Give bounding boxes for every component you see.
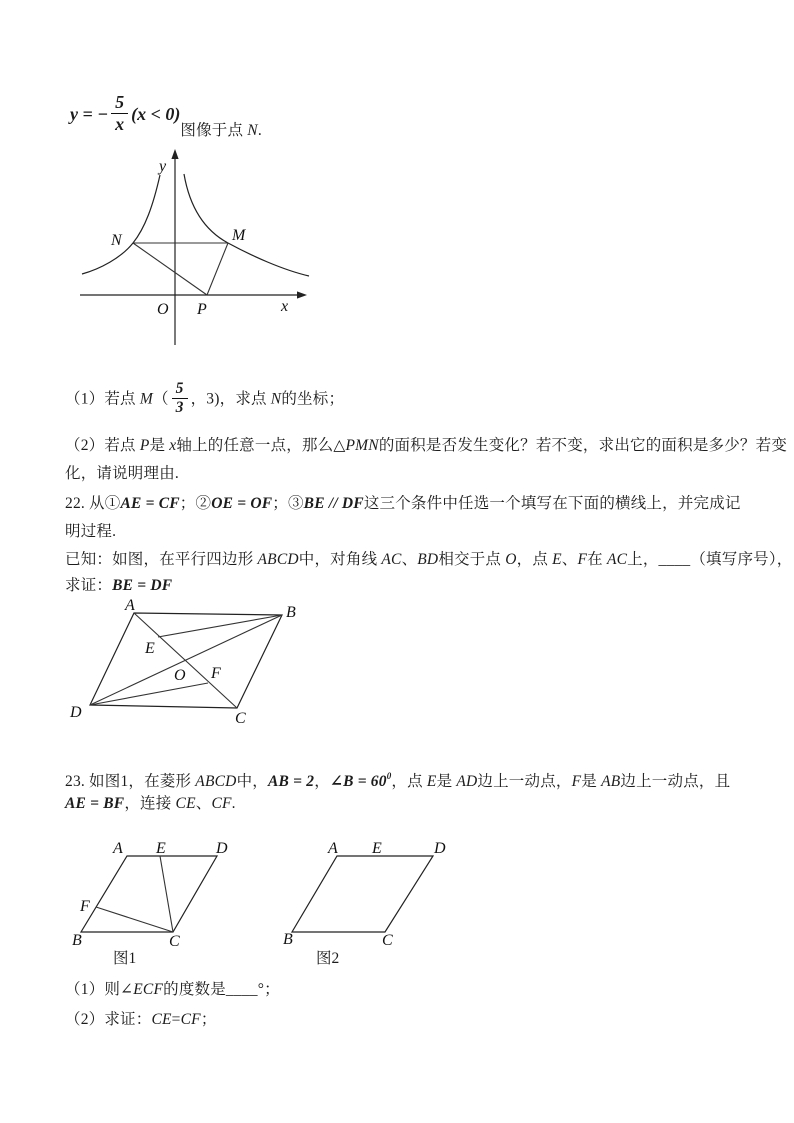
point-label-O: O — [157, 301, 169, 318]
q23-part2: （2）求证：CE=CF； — [65, 1011, 217, 1028]
rhombus-figure-2 — [278, 840, 458, 952]
point-label-E: E — [156, 840, 166, 857]
q22-line2: 明过程. — [65, 523, 117, 540]
intro-formula-tail: 图像于点 N. — [180, 121, 262, 139]
segment-EC — [160, 856, 173, 932]
point-label-E: E — [372, 840, 382, 857]
segment-MP — [207, 243, 228, 295]
q23-line1: 23. 如图1，在菱形 ABCD中，AB = 2，∠B = $60^0$，点 E是 AD边上一动点，F是 AB边上一动点，且 — [65, 771, 731, 790]
hyperbola-graph-figure — [78, 148, 313, 353]
rhombus-figure-1 — [70, 840, 260, 952]
vertex-label-A: A — [328, 840, 338, 857]
y-axis-arrow-icon — [171, 149, 178, 159]
vertex-label-A: A — [125, 597, 135, 614]
point-label-N: N — [111, 232, 122, 249]
vertex-label-D: D — [434, 840, 446, 857]
segment-FC — [96, 907, 173, 932]
figure1-caption: 图1 — [113, 950, 137, 967]
point-label-F: F — [80, 898, 90, 915]
hyperbola-right-branch — [184, 174, 309, 276]
vertex-label-C: C — [235, 710, 246, 727]
vertex-label-D: D — [70, 704, 82, 721]
point-label-O: O — [174, 667, 186, 684]
rhombus2-outline — [292, 856, 433, 932]
q23-part1: （1）则∠ECF的度数是____°； — [65, 981, 280, 998]
vertex-label-B: B — [283, 931, 293, 948]
q21-part1: （1）若点 M（ $\frac{5}{3}$ ，3)，求点 N的坐标； — [65, 380, 345, 417]
point-label-F: F — [211, 665, 221, 682]
q21-part2-line1: （2）若点 P是 x轴上的任意一点，那么△PMN的面积是否发生变化？若不变，求出它的面积是多少？若变 — [65, 437, 788, 454]
axis-label-x: x — [281, 298, 289, 315]
intro-formula-line — [70, 92, 262, 139]
vertex-label-C: C — [382, 932, 393, 949]
vertex-label-C: C — [169, 933, 180, 950]
q22-line1: 22. 从①AE = CF；②OE = OF；③BE // DF这三个条件中任选一个填写在下面的横线上，并完成记 — [65, 495, 741, 512]
reciprocal-function-formula: y = − $\frac{5}{x}$ (x < 0) — [70, 92, 181, 134]
figure2-caption: 图2 — [316, 950, 340, 967]
q23-line2: AE = BF，连接 CE、CF. — [65, 795, 236, 812]
diagonal-BD — [90, 615, 282, 705]
vertex-label-A: A — [113, 840, 123, 857]
point-label-E: E — [145, 640, 155, 657]
point-label-M: M — [232, 227, 246, 244]
q22-line4: 求证：BE = DF — [65, 577, 173, 594]
parallelogram-figure — [65, 598, 315, 740]
vertex-label-B: B — [72, 932, 82, 949]
segment-BE — [158, 615, 282, 637]
x-axis-arrow-icon — [297, 291, 307, 298]
vertex-label-D: D — [216, 840, 228, 857]
axis-label-y: y — [159, 158, 167, 175]
segment-DF — [90, 683, 208, 705]
point-label-P: P — [197, 301, 207, 318]
q21-part2-line2: 化，请说明理由. — [65, 465, 179, 482]
q22-line3: 已知：如图，在平行四边形 ABCD中，对角线 AC、BD相交于点 O，点 E、F在 AC上，____（填写序号）， — [65, 551, 793, 568]
rhombus1-outline — [81, 856, 217, 932]
vertex-label-B: B — [286, 604, 296, 621]
hyperbola-left-branch — [82, 175, 160, 274]
segment-NP — [133, 243, 207, 295]
